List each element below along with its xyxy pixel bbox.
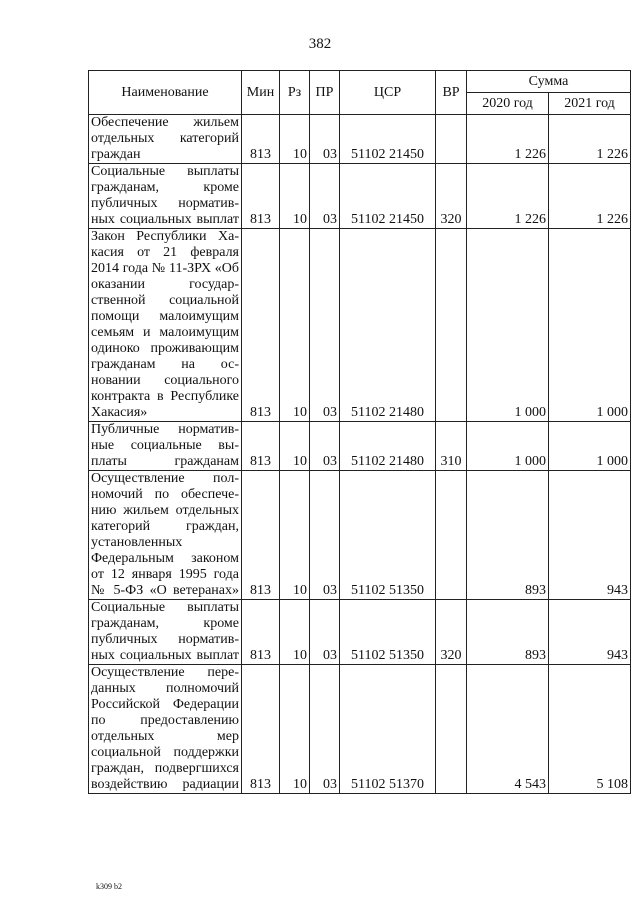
header-csr: ЦСР — [340, 71, 436, 115]
row-min: 813 — [242, 471, 280, 600]
table-row — [89, 115, 631, 164]
row-2021: 1 000 — [549, 229, 631, 422]
row-name: Закон Республики Хакасия от 21 февраля 2014 года № 11-ЗРХ «Об оказании государственной социальной помощи малоимущим семьям и малоимущим одиноко проживающим гражданам на основании социального контракта в Республике Хакасия» — [89, 229, 242, 422]
table-row — [89, 422, 631, 471]
row-2020: 893 — [467, 471, 549, 600]
row-vr: 320 — [436, 600, 467, 665]
header-min: Мин — [242, 71, 280, 115]
page-number: 382 — [308, 36, 332, 52]
row-2021: 1 226 — [549, 164, 631, 229]
row-csr: 51102 21480 — [340, 422, 436, 471]
table-row — [89, 229, 631, 422]
row-csr: 51102 21480 — [340, 229, 436, 422]
row-name: Осуществление полномочий по обеспечению жильем отдельных категорий граждан, установленных Федеральным законом от 12 января 1995 года № 5-ФЗ «О ветеранах» — [89, 471, 242, 600]
row-2021: 1 000 — [549, 422, 631, 471]
row-2020: 1 226 — [467, 115, 549, 164]
row-name: Осуществление переданных полномочий Российской Федерации по предоставлению отдельных мер социальной поддержки граждан, подвергшихся воздействию радиации — [89, 665, 242, 794]
header-name: Наименование — [89, 71, 242, 115]
row-rz: 10 — [280, 229, 310, 422]
row-name: Публичные нормативные социальные выплаты гражданам — [89, 422, 242, 471]
row-csr: 51102 21450 — [340, 164, 436, 229]
row-min: 813 — [242, 164, 280, 229]
row-vr — [436, 471, 467, 600]
row-rz: 10 — [280, 471, 310, 600]
row-csr: 51102 51350 — [340, 600, 436, 665]
row-2021: 943 — [549, 471, 631, 600]
row-2020: 1 226 — [467, 164, 549, 229]
table-row — [89, 600, 631, 665]
row-rz: 10 — [280, 115, 310, 164]
row-csr: 51102 51350 — [340, 471, 436, 600]
table-row — [89, 471, 631, 600]
row-name: Социальные выплаты гражданам, кроме публичных нормативных социальных выплат — [89, 164, 242, 229]
row-min: 813 — [242, 229, 280, 422]
row-pr: 03 — [310, 422, 340, 471]
budget-table — [88, 70, 631, 794]
row-name: Социальные выплаты гражданам, кроме публичных нормативных социальных выплат — [89, 600, 242, 665]
row-pr: 03 — [310, 471, 340, 600]
row-2021: 943 — [549, 600, 631, 665]
row-rz: 10 — [280, 600, 310, 665]
row-pr: 03 — [310, 229, 340, 422]
row-csr: 51102 21450 — [340, 115, 436, 164]
row-vr: 320 — [436, 164, 467, 229]
row-pr: 03 — [310, 115, 340, 164]
row-2021: 5 108 — [549, 665, 631, 794]
row-pr: 03 — [310, 600, 340, 665]
header-2021: 2021 год — [549, 93, 631, 115]
header-pr: ПР — [310, 71, 340, 115]
row-2020: 4 543 — [467, 665, 549, 794]
row-rz: 10 — [280, 164, 310, 229]
footer-code: k309 b2 — [96, 882, 122, 891]
row-pr: 03 — [310, 164, 340, 229]
header-rz: Рз — [280, 71, 310, 115]
table-row — [89, 665, 631, 794]
header-vr: ВР — [436, 71, 467, 115]
row-csr: 51102 51370 — [340, 665, 436, 794]
table-row — [89, 164, 631, 229]
row-vr — [436, 229, 467, 422]
row-min: 813 — [242, 665, 280, 794]
row-vr — [436, 665, 467, 794]
row-rz: 10 — [280, 665, 310, 794]
row-2020: 1 000 — [467, 229, 549, 422]
row-name: Обеспечение жильем отдельных категорий граждан — [89, 115, 242, 164]
row-vr — [436, 115, 467, 164]
row-2021: 1 226 — [549, 115, 631, 164]
row-pr: 03 — [310, 665, 340, 794]
row-min: 813 — [242, 115, 280, 164]
row-2020: 893 — [467, 600, 549, 665]
row-min: 813 — [242, 422, 280, 471]
row-rz: 10 — [280, 422, 310, 471]
header-2020: 2020 год — [467, 93, 549, 115]
header-sum: Сумма — [467, 71, 631, 93]
row-2020: 1 000 — [467, 422, 549, 471]
row-vr: 310 — [436, 422, 467, 471]
row-min: 813 — [242, 600, 280, 665]
